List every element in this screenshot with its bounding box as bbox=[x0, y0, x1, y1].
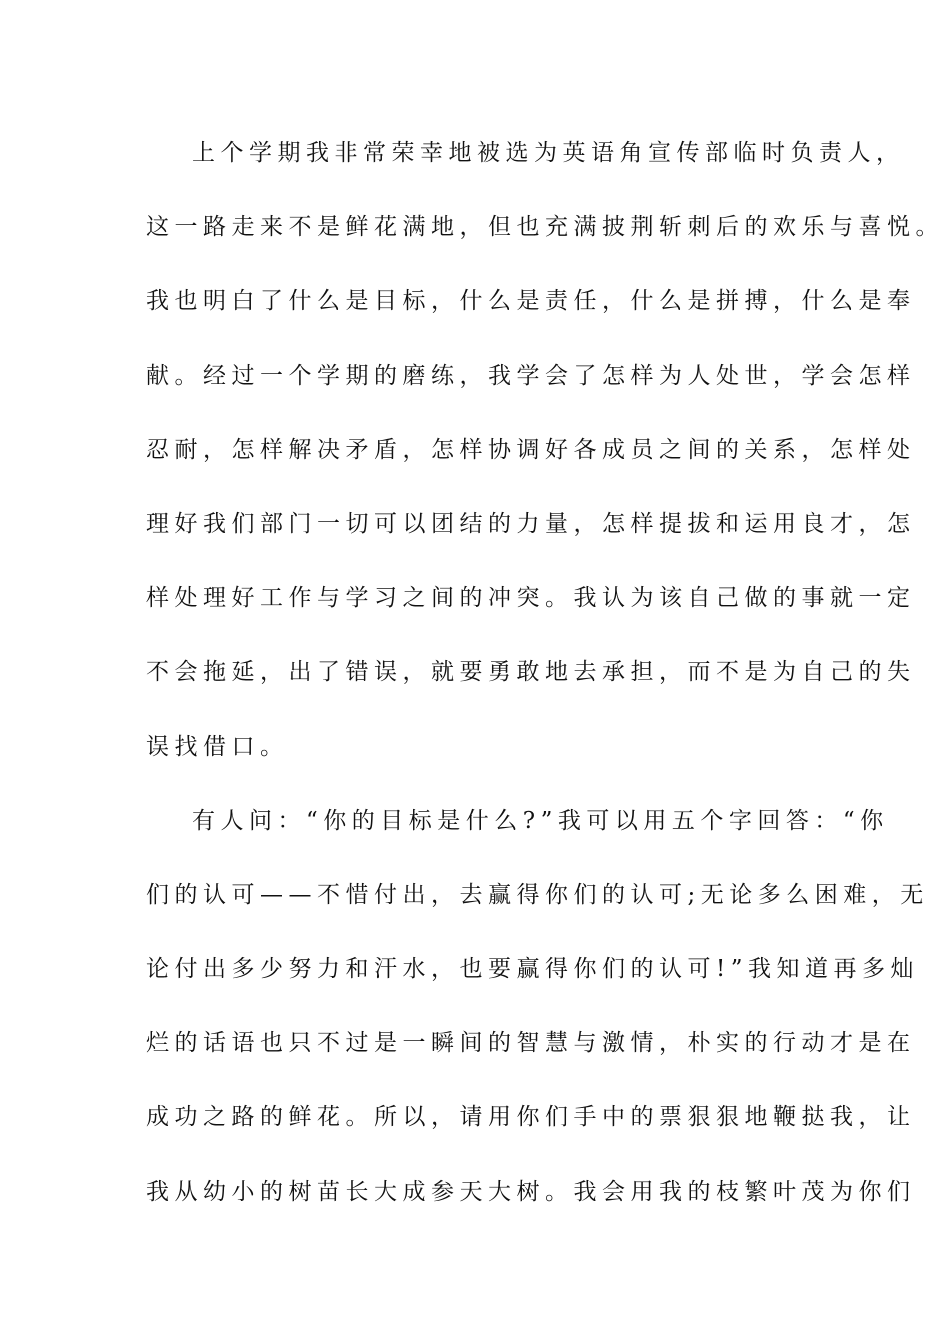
paragraph-1-line-7: 样处理好工作与学习之间的冲突。我认为该自己做的事就一定 bbox=[146, 585, 916, 612]
document-body bbox=[146, 133, 944, 1246]
paragraph-1-line-1: 上个学期我非常荣幸地被选为英语角宣传部临时负责人， bbox=[192, 140, 905, 166]
paragraph-2-line-3: 论付出多少努力和汗水，也要赢得你们的认可!”我知道再多灿 bbox=[146, 956, 920, 983]
paragraph-1-line-9: 误找借口。 bbox=[146, 733, 289, 760]
paragraph-2-line-6: 我从幼小的树苗长大成参天大树。我会用我的枝繁叶茂为你们 bbox=[146, 1178, 916, 1205]
paragraph-1-line-5: 忍耐，怎样解决矛盾，怎样协调好各成员之间的关系，怎样处 bbox=[146, 436, 916, 463]
paragraph-1-line-8: 不会拖延，出了错误，就要勇敢地去承担，而不是为自己的失 bbox=[146, 659, 916, 686]
paragraph-2-line-4: 烂的话语也只不过是一瞬间的智慧与激情，朴实的行动才是在 bbox=[146, 1030, 916, 1057]
paragraph-1-line-3: 我也明白了什么是目标，什么是责任，什么是拼搏，什么是奉 bbox=[146, 288, 916, 315]
paragraph-2-line-5: 成功之路的鲜花。所以，请用你们手中的票狠狠地鞭挞我，让 bbox=[146, 1104, 916, 1131]
paragraph-1-line-6: 理好我们部门一切可以团结的力量，怎样提拔和运用良才，怎 bbox=[146, 510, 916, 537]
paragraph-2-line-1: 有人问：“你的目标是什么?”我可以用五个字回答：“你 bbox=[192, 807, 889, 834]
paragraph-1-line-4: 献。经过一个学期的磨练，我学会了怎样为人处世，学会怎样 bbox=[146, 362, 916, 389]
paragraph-1-line-2: 这一路走来不是鲜花满地，但也充满披荆斩刺后的欢乐与喜悦。 bbox=[146, 214, 944, 241]
paragraph-2-line-2: 们的认可——不惜付出，去赢得你们的认可;无论多么困难，无 bbox=[146, 881, 929, 908]
